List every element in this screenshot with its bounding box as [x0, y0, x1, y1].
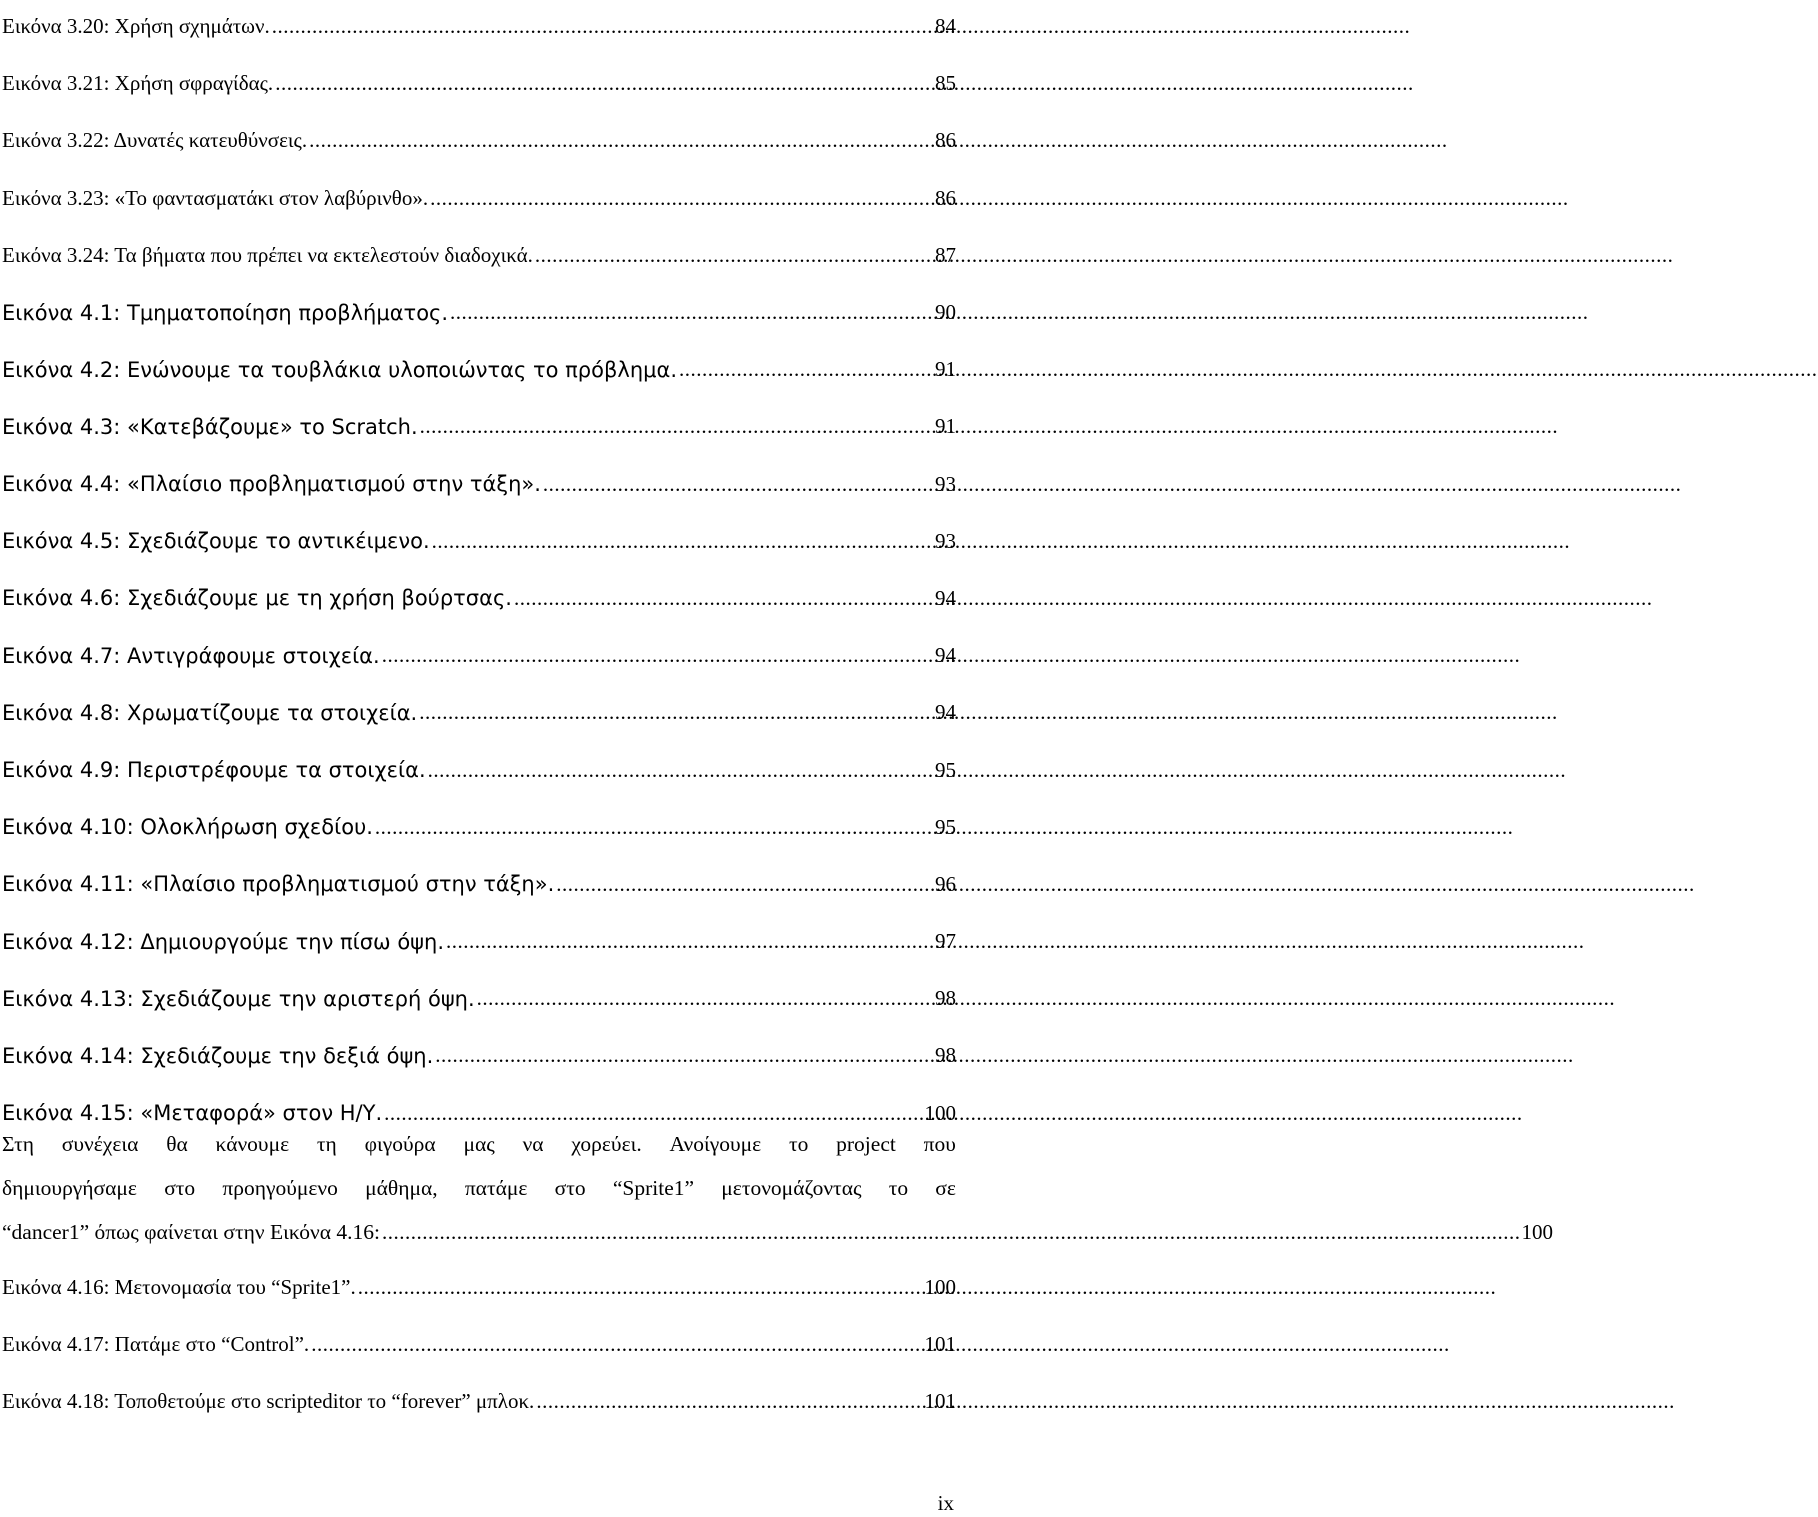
toc-entry[interactable] [2, 741, 956, 798]
toc-page-number: 86 [935, 128, 956, 153]
dot-leader [435, 1043, 934, 1068]
paragraph-word: Στη [2, 1131, 35, 1156]
paragraph-word: project [836, 1131, 896, 1156]
toc-page-number: 100 [924, 1100, 956, 1125]
paragraph-word: τη [316, 1131, 337, 1156]
dot-leader [430, 186, 934, 211]
toc-entry[interactable] [2, 1259, 956, 1316]
toc-entry-caption: Εικόνα 4.3: «Κατεβάζουμε» το Scratch. [2, 414, 418, 439]
toc-entry[interactable] [2, 456, 956, 513]
toc-paragraph-entry [2, 1122, 1553, 1254]
toc-page-number: 91 [935, 414, 956, 439]
dot-leader [536, 1389, 923, 1414]
toc-entry-caption: Εικόνα 4.14: Σχεδιάζουμε την δεξιά όψη. [2, 1043, 434, 1068]
toc-page-number: 98 [935, 986, 956, 1011]
toc-page-number: 94 [935, 700, 956, 725]
dot-leader [514, 586, 934, 611]
dot-leader [432, 529, 934, 554]
toc-page-number: 95 [935, 757, 956, 782]
toc-entries-group-2 [2, 1259, 956, 1431]
toc-page-number: 101 [924, 1332, 956, 1357]
paragraph-word: μετονομάζοντας [721, 1175, 862, 1200]
toc-page-number: 100 [1521, 1219, 1553, 1244]
dot-leader [309, 128, 934, 153]
paragraph-word: στο [164, 1175, 196, 1200]
dot-leader [275, 71, 934, 96]
toc-page-number: 91 [935, 357, 956, 382]
toc-entry-caption: Εικόνα 4.16: Μετονομασία του “Sprite1”. [2, 1275, 356, 1300]
toc-entry-caption: Εικόνα 4.4: «Πλαίσιο προβληματισμού στην τάξη». [2, 472, 541, 497]
toc-page-number: 93 [935, 471, 956, 496]
paragraph-word: συνέχεια [61, 1131, 139, 1156]
toc-entry[interactable] [2, 284, 956, 341]
list-of-figures-continued [2, 1259, 956, 1431]
toc-entry-caption: Εικόνα 4.2: Ενώνουμε τα τουβλάκια υλοποιώντας το πρόβλημα. [2, 357, 678, 382]
toc-entry-caption: Εικόνα 4.18: Τοποθετούμε στο scripteditor το “forever” μπλοκ. [2, 1389, 535, 1414]
toc-entry[interactable] [2, 1027, 956, 1084]
toc-entry-caption: Εικόνα 4.13: Σχεδιάζουμε την αριστερή όψη. [2, 986, 475, 1011]
toc-entry[interactable] [2, 970, 956, 1027]
toc-page-number: 95 [935, 814, 956, 839]
toc-page-number: 87 [935, 242, 956, 267]
toc-entry[interactable] [2, 1316, 956, 1373]
paragraph-word: κάνουμε [215, 1131, 290, 1156]
toc-page-number: 86 [935, 185, 956, 210]
paragraph-word: “Sprite1” [612, 1175, 695, 1200]
paragraph-word: χορεύει. [571, 1131, 642, 1156]
dot-leader [556, 872, 934, 897]
paragraph-word: δημιουργήσαμε [2, 1175, 137, 1200]
paragraph-word: σε [935, 1175, 956, 1200]
paragraph-word: πατάμε [464, 1175, 528, 1200]
toc-entry-caption: Εικόνα 3.23: «Το φαντασματάκι στον λαβύρινθο». [2, 185, 429, 210]
toc-entry[interactable] [2, 55, 956, 112]
paragraph-word: Ανοίγουμε [669, 1131, 762, 1156]
toc-entry-caption: Εικόνα 4.12: Δημιουργούμε την πίσω όψη. [2, 929, 445, 954]
toc-entry-caption: Εικόνα 4.7: Αντιγράφουμε στοιχεία. [2, 643, 380, 668]
paragraph-word: φιγούρα [364, 1131, 436, 1156]
dot-leader [382, 643, 934, 668]
toc-entry-caption: Εικόνα 3.22: Δυνατές κατευθύνσεις. [2, 128, 308, 153]
toc-entry-caption: Εικόνα 3.21: Χρήση σφραγίδας. [2, 71, 274, 96]
toc-page-number: 101 [924, 1389, 956, 1414]
toc-entries-group-1 [2, 0, 956, 1142]
toc-entry[interactable] [2, 227, 956, 284]
toc-page-number: 100 [924, 1275, 956, 1300]
dot-leader [419, 700, 934, 725]
paragraph-word: το [788, 1131, 809, 1156]
toc-entry-caption: Εικόνα 4.9: Περιστρέφουμε τα στοιχεία. [2, 758, 426, 783]
paragraph-line-3[interactable] [2, 1210, 1553, 1254]
paragraph-word: να [522, 1131, 544, 1156]
toc-page-number: 94 [935, 585, 956, 610]
toc-entry[interactable] [2, 913, 956, 970]
toc-page-number: 93 [935, 528, 956, 553]
toc-entry[interactable] [2, 684, 956, 741]
dot-leader [477, 986, 934, 1011]
list-of-figures [2, 0, 956, 1142]
toc-entry[interactable] [2, 856, 956, 913]
toc-page-number: 90 [935, 300, 956, 325]
toc-entry[interactable] [2, 627, 956, 684]
toc-entry[interactable] [2, 398, 956, 455]
paragraph-word: στο [554, 1175, 586, 1200]
toc-entry-caption: Εικόνα 4.6: Σχεδιάζουμε με τη χρήση βούρτσας. [2, 586, 512, 611]
toc-entry-caption: Εικόνα 4.15: «Μεταφορά» στον Η/Υ. [2, 1101, 383, 1126]
dot-leader [450, 300, 934, 325]
paragraph-word: το [888, 1175, 909, 1200]
page-number: ix [937, 1491, 954, 1515]
dot-leader: ...................................................................................................................................................................................................... [381, 1219, 1521, 1244]
toc-entry[interactable] [2, 341, 956, 398]
toc-entry[interactable] [2, 570, 956, 627]
paragraph-line-2 [2, 1166, 956, 1210]
toc-entry[interactable] [2, 513, 956, 570]
paragraph-line-3-text: “dancer1” όπως φαίνεται στην Εικόνα 4.16: [2, 1219, 380, 1244]
toc-entry[interactable] [2, 1373, 956, 1430]
toc-entry-caption: Εικόνα 3.20: Χρήση σχημάτων. [2, 14, 270, 39]
toc-page-number: 97 [935, 929, 956, 954]
toc-entry-caption: Εικόνα 4.10: Ολοκλήρωση σχεδίου. [2, 815, 373, 840]
dot-leader [446, 929, 934, 954]
dot-leader [375, 815, 934, 840]
toc-entry[interactable] [2, 0, 956, 55]
paragraph-word: που [923, 1131, 956, 1156]
paragraph-word: θα [166, 1131, 188, 1156]
toc-page-number: 98 [935, 1043, 956, 1068]
dot-leader [272, 14, 934, 39]
toc-entry[interactable] [2, 170, 956, 227]
toc-page-number: 96 [935, 871, 956, 896]
dot-leader [358, 1275, 924, 1300]
toc-page-number: 84 [935, 14, 956, 39]
toc-entry-caption: Εικόνα 3.24: Τα βήματα που πρέπει να εκτελεστούν διαδοχικά. [2, 242, 533, 267]
toc-page-number: 85 [935, 71, 956, 96]
dot-leader [311, 1332, 923, 1357]
paragraph-word: προηγούμενο [222, 1175, 338, 1200]
toc-entry[interactable] [2, 799, 956, 856]
toc-entry-caption: Εικόνα 4.11: «Πλαίσιο προβληματισμού στην τάξη». [2, 872, 555, 897]
dot-leader [420, 414, 934, 439]
toc-entry-caption: Εικόνα 4.1: Τμηματοποίηση προβλήματος. [2, 300, 449, 325]
dot-leader [543, 472, 934, 497]
toc-entry-caption: Εικόνα 4.8: Χρωματίζουμε τα στοιχεία. [2, 700, 418, 725]
paragraph-line-1 [2, 1122, 956, 1166]
paragraph-word: μάθημα, [365, 1175, 438, 1200]
dot-leader [535, 243, 934, 268]
paragraph-word: μας [463, 1131, 495, 1156]
toc-entry-caption: Εικόνα 4.5: Σχεδιάζουμε το αντικέιμενο. [2, 529, 430, 554]
dot-leader [428, 758, 934, 783]
toc-page-number: 94 [935, 643, 956, 668]
toc-entry[interactable] [2, 112, 956, 169]
dot-leader [679, 357, 934, 382]
toc-entry-caption: Εικόνα 4.17: Πατάμε στο “Control”. [2, 1332, 310, 1357]
